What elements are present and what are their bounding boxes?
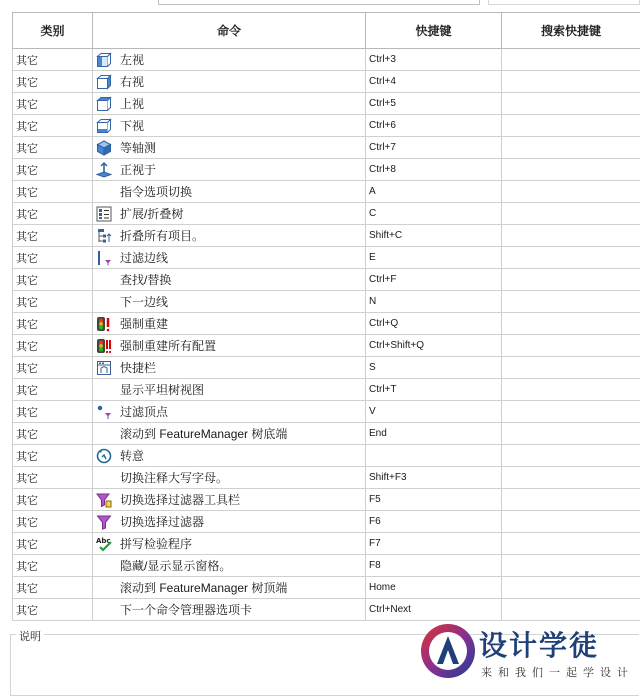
command-cell	[93, 467, 366, 489]
command-label: 快捷栏	[120, 361, 156, 375]
command-label: 下视	[120, 119, 144, 133]
table-row[interactable]	[13, 313, 640, 335]
watermark-brand: 设计学徒	[479, 624, 599, 664]
category-cell: 其它	[13, 489, 93, 511]
table-row[interactable]	[13, 93, 640, 115]
search-shortcut-cell[interactable]	[502, 115, 640, 137]
command-label: 指令选项切换	[120, 185, 192, 199]
table-row[interactable]	[13, 533, 640, 555]
command-cell	[93, 269, 366, 291]
shortcut-cell[interactable]: Ctrl+6	[366, 115, 502, 137]
category-cell: 其它	[13, 71, 93, 93]
view-left-icon	[96, 52, 112, 68]
command-cell	[93, 181, 366, 203]
command-cell	[93, 599, 366, 621]
category-cell: 其它	[13, 137, 93, 159]
search-shortcut-cell[interactable]	[502, 159, 640, 181]
command-label: 过滤边线	[120, 251, 168, 265]
search-shortcut-cell[interactable]	[502, 533, 640, 555]
search-shortcut-cell[interactable]	[502, 181, 640, 203]
command-label: 强制重建	[120, 317, 168, 331]
top-strip	[0, 0, 640, 12]
command-cell	[93, 423, 366, 445]
command-cell	[93, 335, 366, 357]
category-cell: 其它	[13, 467, 93, 489]
header-shortcut[interactable]: 快捷键	[366, 13, 502, 49]
shortcut-cell[interactable]: Home	[366, 577, 502, 599]
command-cell	[93, 577, 366, 599]
shortcut-cell[interactable]: Ctrl+4	[366, 71, 502, 93]
selection-filter-icon	[96, 514, 112, 530]
header-category[interactable]: 类别	[13, 13, 93, 49]
category-cell: 其它	[13, 599, 93, 621]
category-cell: 其它	[13, 401, 93, 423]
search-shortcut-cell[interactable]	[502, 577, 640, 599]
command-cell	[93, 357, 366, 379]
command-cell	[93, 313, 366, 335]
search-shortcut-cell[interactable]	[502, 423, 640, 445]
category-cell: 其它	[13, 423, 93, 445]
table-row[interactable]	[13, 467, 640, 489]
table-row[interactable]	[13, 247, 640, 269]
table-row[interactable]	[13, 511, 640, 533]
command-label: 正视于	[120, 163, 156, 177]
table-row[interactable]	[13, 71, 640, 93]
spell-check-icon	[96, 536, 112, 552]
shortcut-cell[interactable]: C	[366, 203, 502, 225]
command-label: 右视	[120, 75, 144, 89]
command-label: 滚动到 FeatureManager 树底端	[120, 427, 287, 441]
command-cell	[93, 511, 366, 533]
redirect-icon	[96, 448, 112, 464]
search-shortcut-cell[interactable]	[502, 379, 640, 401]
shortcut-table	[12, 12, 640, 621]
view-right-icon	[96, 74, 112, 90]
command-cell	[93, 291, 366, 313]
search-shortcut-cell[interactable]	[502, 93, 640, 115]
command-cell	[93, 489, 366, 511]
category-cell: 其它	[13, 379, 93, 401]
table-header-row	[13, 13, 640, 49]
command-cell	[93, 71, 366, 93]
watermark-logo	[415, 618, 640, 687]
category-cell: 其它	[13, 181, 93, 203]
command-label: 左视	[120, 53, 144, 67]
command-label: 切换选择过滤器	[120, 515, 204, 529]
shortcut-cell[interactable]: End	[366, 423, 502, 445]
filter-vertices-icon	[96, 404, 112, 420]
command-label: 强制重建所有配置	[120, 339, 216, 353]
search-shortcut-cell[interactable]	[502, 137, 640, 159]
shortcut-cell[interactable]: N	[366, 291, 502, 313]
command-label: 拼写检验程序	[120, 537, 192, 551]
command-label: 切换注释大写字母。	[120, 471, 228, 485]
category-cell: 其它	[13, 357, 93, 379]
shortcut-cell[interactable]: Ctrl+Shift+Q	[366, 335, 502, 357]
category-cell: 其它	[13, 115, 93, 137]
category-cell: 其它	[13, 49, 93, 71]
header-command[interactable]: 命令	[93, 13, 366, 49]
search-field-edge[interactable]	[158, 0, 480, 5]
view-bottom-icon	[96, 118, 112, 134]
shortcut-cell[interactable]: Ctrl+7	[366, 137, 502, 159]
command-label: 扩展/折叠树	[120, 207, 183, 221]
table-row[interactable]	[13, 225, 640, 247]
table-row[interactable]	[13, 137, 640, 159]
expand-tree-icon	[96, 206, 112, 222]
table-row[interactable]	[13, 335, 640, 357]
table-row[interactable]	[13, 423, 640, 445]
normal-to-icon	[96, 162, 112, 178]
force-rebuild-icon	[96, 316, 112, 332]
command-cell	[93, 379, 366, 401]
table-row[interactable]	[13, 489, 640, 511]
category-cell: 其它	[13, 93, 93, 115]
command-cell	[93, 555, 366, 577]
table-row[interactable]	[13, 379, 640, 401]
category-cell: 其它	[13, 533, 93, 555]
table-row[interactable]	[13, 555, 640, 577]
command-label: 下一个命令管理器选项卡	[120, 603, 252, 617]
command-cell	[93, 137, 366, 159]
command-cell	[93, 225, 366, 247]
shortcut-cell[interactable]: Ctrl+3	[366, 49, 502, 71]
isometric-cube-icon	[96, 140, 112, 156]
table-row[interactable]	[13, 159, 640, 181]
search-shortcut-cell[interactable]	[502, 247, 640, 269]
dropdown-edge[interactable]	[488, 0, 640, 5]
table-row[interactable]	[13, 115, 640, 137]
table-row[interactable]	[13, 577, 640, 599]
shortcut-cell[interactable]: F8	[366, 555, 502, 577]
filter-toolbar-icon	[96, 492, 112, 508]
command-label: 滚动到 FeatureManager 树顶端	[120, 581, 287, 595]
command-cell	[93, 247, 366, 269]
command-cell	[93, 203, 366, 225]
shortcut-cell[interactable]: F6	[366, 511, 502, 533]
search-shortcut-cell[interactable]	[502, 313, 640, 335]
category-cell: 其它	[13, 291, 93, 313]
command-cell	[93, 445, 366, 467]
description-label: 说明	[16, 628, 44, 644]
search-shortcut-cell[interactable]	[502, 291, 640, 313]
command-label: 查找/替换	[120, 273, 171, 287]
category-cell: 其它	[13, 511, 93, 533]
command-label: 折叠所有项目。	[120, 229, 204, 243]
category-cell: 其它	[13, 203, 93, 225]
shortcut-cell[interactable]: Ctrl+F	[366, 269, 502, 291]
command-label: 显示平坦树视图	[120, 383, 204, 397]
command-label: 下一边线	[120, 295, 168, 309]
shortcut-cell[interactable]: Shift+C	[366, 225, 502, 247]
shortcut-cell[interactable]: Ctrl+5	[366, 93, 502, 115]
command-cell	[93, 115, 366, 137]
table-row[interactable]	[13, 445, 640, 467]
command-cell	[93, 49, 366, 71]
search-shortcut-cell[interactable]	[502, 401, 640, 423]
command-label: 隐藏/显示显示窗格。	[120, 559, 231, 573]
rebuild-all-icon	[96, 338, 112, 354]
command-cell	[93, 533, 366, 555]
command-cell	[93, 159, 366, 181]
shortcut-cell[interactable]: A	[366, 181, 502, 203]
table-row[interactable]	[13, 49, 640, 71]
command-cell	[93, 93, 366, 115]
search-shortcut-cell[interactable]	[502, 225, 640, 247]
shortcut-bar-icon	[96, 360, 112, 376]
search-shortcut-cell[interactable]	[502, 511, 640, 533]
category-cell: 其它	[13, 445, 93, 467]
shortcut-cell[interactable]: S	[366, 357, 502, 379]
shortcut-cell[interactable]: Ctrl+Next	[366, 599, 502, 621]
shortcut-cell[interactable]	[366, 445, 502, 467]
category-cell: 其它	[13, 335, 93, 357]
command-label: 过滤顶点	[120, 405, 168, 419]
search-shortcut-cell[interactable]	[502, 445, 640, 467]
command-label: 转意	[120, 449, 144, 463]
watermark-slogan: 来和我们一起学设计	[481, 664, 634, 680]
table-row[interactable]	[13, 181, 640, 203]
brand-logo-icon	[419, 622, 477, 680]
category-cell: 其它	[13, 159, 93, 181]
search-shortcut-cell[interactable]	[502, 49, 640, 71]
command-cell	[93, 401, 366, 423]
search-shortcut-cell[interactable]	[502, 335, 640, 357]
shortcut-cell[interactable]: F7	[366, 533, 502, 555]
search-shortcut-cell[interactable]	[502, 71, 640, 93]
shortcut-cell[interactable]: Ctrl+Q	[366, 313, 502, 335]
category-cell: 其它	[13, 577, 93, 599]
category-cell: 其它	[13, 225, 93, 247]
category-cell: 其它	[13, 247, 93, 269]
shortcut-cell[interactable]: F5	[366, 489, 502, 511]
command-label: 等轴测	[120, 141, 156, 155]
category-cell: 其它	[13, 313, 93, 335]
search-shortcut-cell[interactable]	[502, 489, 640, 511]
table-row[interactable]	[13, 269, 640, 291]
filter-edges-icon	[96, 250, 112, 266]
table-row[interactable]	[13, 203, 640, 225]
collapse-all-icon	[96, 228, 112, 244]
view-top-icon	[96, 96, 112, 112]
search-shortcut-cell[interactable]	[502, 357, 640, 379]
search-shortcut-cell[interactable]	[502, 467, 640, 489]
svg-text:Abc: Abc	[96, 537, 111, 545]
search-shortcut-cell[interactable]	[502, 269, 640, 291]
table-row[interactable]	[13, 401, 640, 423]
search-shortcut-cell[interactable]	[502, 203, 640, 225]
shortcut-cell[interactable]: E	[366, 247, 502, 269]
table-row[interactable]	[13, 357, 640, 379]
category-cell: 其它	[13, 269, 93, 291]
shortcut-cell[interactable]: V	[366, 401, 502, 423]
table-row[interactable]	[13, 291, 640, 313]
command-label: 上视	[120, 97, 144, 111]
category-cell: 其它	[13, 555, 93, 577]
shortcut-cell[interactable]: Ctrl+T	[366, 379, 502, 401]
header-search-shortcut[interactable]: 搜索快捷键	[502, 13, 640, 49]
search-shortcut-cell[interactable]	[502, 555, 640, 577]
shortcut-cell[interactable]: Ctrl+8	[366, 159, 502, 181]
command-label: 切换选择过滤器工具栏	[120, 493, 240, 507]
shortcut-cell[interactable]: Shift+F3	[366, 467, 502, 489]
